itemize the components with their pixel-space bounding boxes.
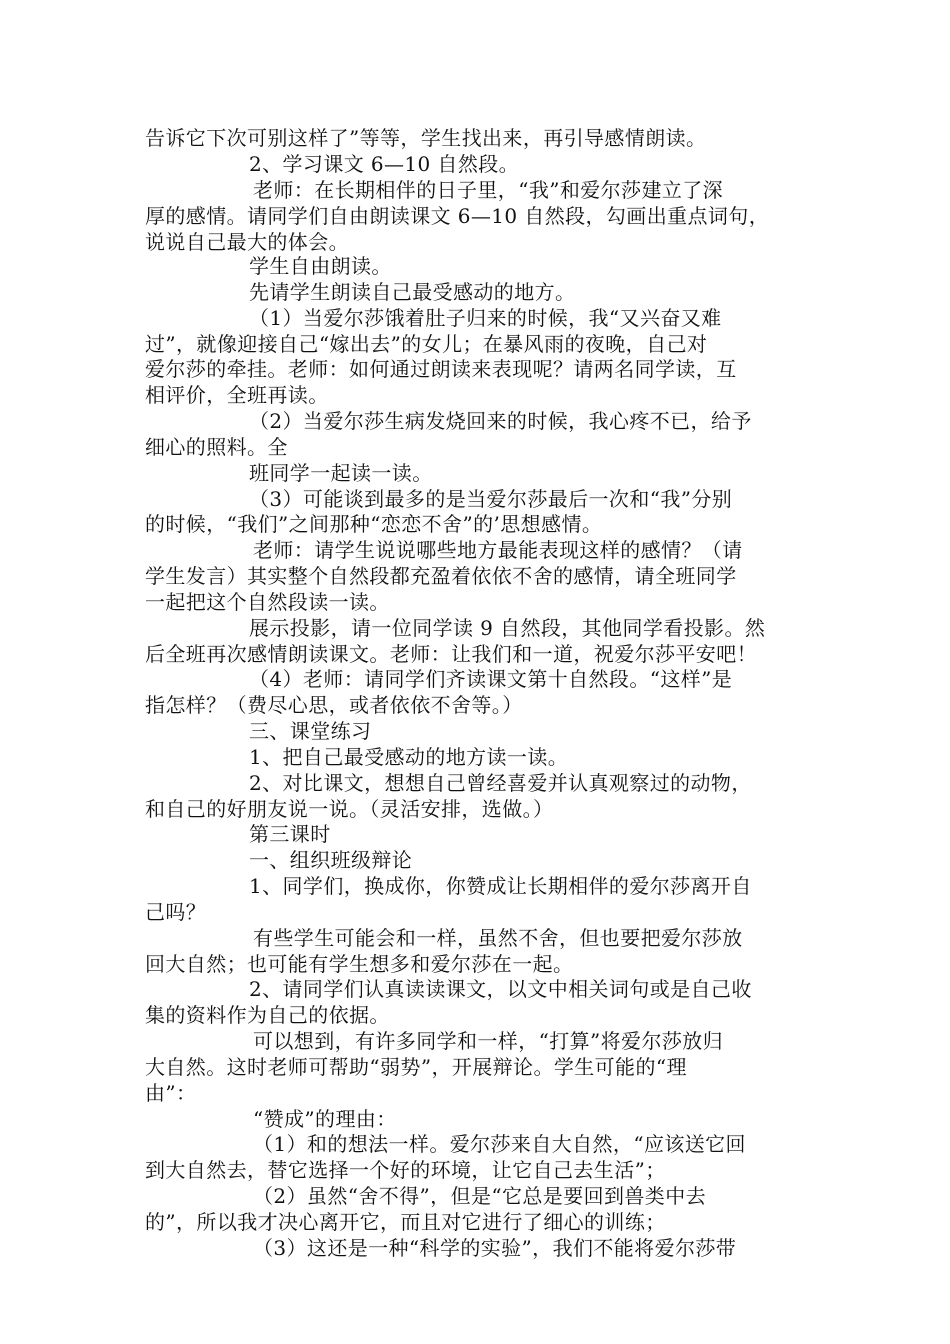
text-line: 大自然。这时老师可帮助“弱势”，开展辩论。学生可能的“理 (145, 1055, 687, 1079)
text-line: 学生发言）其实整个自然段都充盈着依依不舍的感情，请全班同学 (145, 564, 737, 588)
text-line: 老师：请学生说说哪些地方最能表现这样的感情？（请 (253, 538, 743, 562)
text-line: 由”： (145, 1081, 197, 1105)
text-line: （2）当爱尔莎生病发烧回来的时候，我心疼不已，给予 (249, 409, 752, 433)
text-line: 到大自然去，替它选择一个好的环境，让它自己去生活”； (145, 1158, 666, 1182)
text-line: 相评价，全班再读。 (145, 383, 329, 407)
text-line: 一起把这个自然段读一读。 (145, 590, 390, 614)
text-line: 的时候，“我们”之间那种“恋恋不舍”的’思想感情。 (145, 512, 603, 536)
text-line: 厚的感情。请同学们自由朗读课文 6—10 自然段，勾画出重点词句， (145, 204, 770, 228)
text-line: 一、组织班级辩论 (249, 848, 413, 872)
text-line: 后全班再次感情朗读课文。老师：让我们和一道，祝爱尔莎平安吧！ (145, 642, 757, 666)
text-line: 学生自由朗读。 (249, 254, 392, 278)
text-line: 己吗？ (145, 900, 207, 924)
text-line: 2、对比课文，想想自己曾经喜爱并认真观察过的动物， (249, 771, 752, 795)
text-line: 班同学一起读一读。 (249, 461, 433, 485)
text-line: （3）这还是一种“科学的实验”，我们不能将爱尔莎带 (253, 1236, 737, 1260)
text-line: （4）老师：请同学们齐读课文第十自然段。“这样”是 (249, 667, 733, 691)
text-line: 的”，所以我才决心离开它，而且对它进行了细心的训练； (145, 1210, 666, 1234)
text-line: 先请学生朗读自己最受感动的地方。 (249, 280, 576, 304)
text-line: 过”，就像迎接自己“嫁出去”的女儿；在暴风雨的夜晚，自己对 (145, 332, 708, 356)
text-line: （1）和的想法一样。爱尔莎来自大自然，“应该送它回 (253, 1132, 746, 1156)
text-line: 1、把自己最受感动的地方读一读。 (249, 745, 569, 769)
text-line: “赞成”的理由： (253, 1107, 397, 1131)
text-line: （3）可能谈到最多的是当爱尔莎最后一次和“我”分别 (249, 487, 733, 511)
text-line: 展示投影，请一位同学读 9 自然段，其他同学看投影。然 (249, 616, 766, 640)
text-line: 老师：在长期相伴的日子里，“我”和爱尔莎建立了深 (253, 178, 724, 202)
text-line: 集的资料作为自己的依据。 (145, 1003, 390, 1027)
text-line: 告诉它下次可别这样了”等等，学生找出来，再引导感情朗读。 (145, 126, 707, 150)
text-line: （2）虽然“舍不得”，但是“它总是要回到兽类中去 (253, 1184, 706, 1208)
text-line: 和自己的好朋友说一说。（灵活安排，选做。） (145, 797, 554, 821)
text-line: 第三课时 (249, 822, 331, 846)
text-line: 爱尔莎的牵挂。老师：如何通过朗读来表现呢？请两名同学读，互 (145, 357, 737, 381)
text-line: 说说自己最大的体会。 (145, 230, 349, 254)
text-line: 2、请同学们认真读读课文，以文中相关词句或是自己收 (249, 977, 752, 1001)
text-line: 1、同学们，换成你，你赞成让长期相伴的爱尔莎离开自 (249, 874, 752, 898)
text-line: 有些学生可能会和一样，虽然不舍，但也要把爱尔莎放 (253, 926, 743, 950)
text-line: 三、课堂练习 (249, 719, 372, 743)
text-line: 细心的照料。全 (145, 435, 288, 459)
text-line: 2、学习课文 6—10 自然段。 (249, 152, 520, 176)
text-line: 回大自然；也可能有学生想多和爱尔莎在一起。 (145, 952, 574, 976)
text-line: 可以想到，有许多同学和一样，“打算”将爱尔莎放归 (253, 1029, 724, 1053)
text-line: （1）当爱尔莎饿着肚子归来的时候，我“又兴奋又难 (249, 306, 722, 330)
text-line: 指怎样？（费尽心思，或者依依不舍等。） (145, 693, 523, 717)
